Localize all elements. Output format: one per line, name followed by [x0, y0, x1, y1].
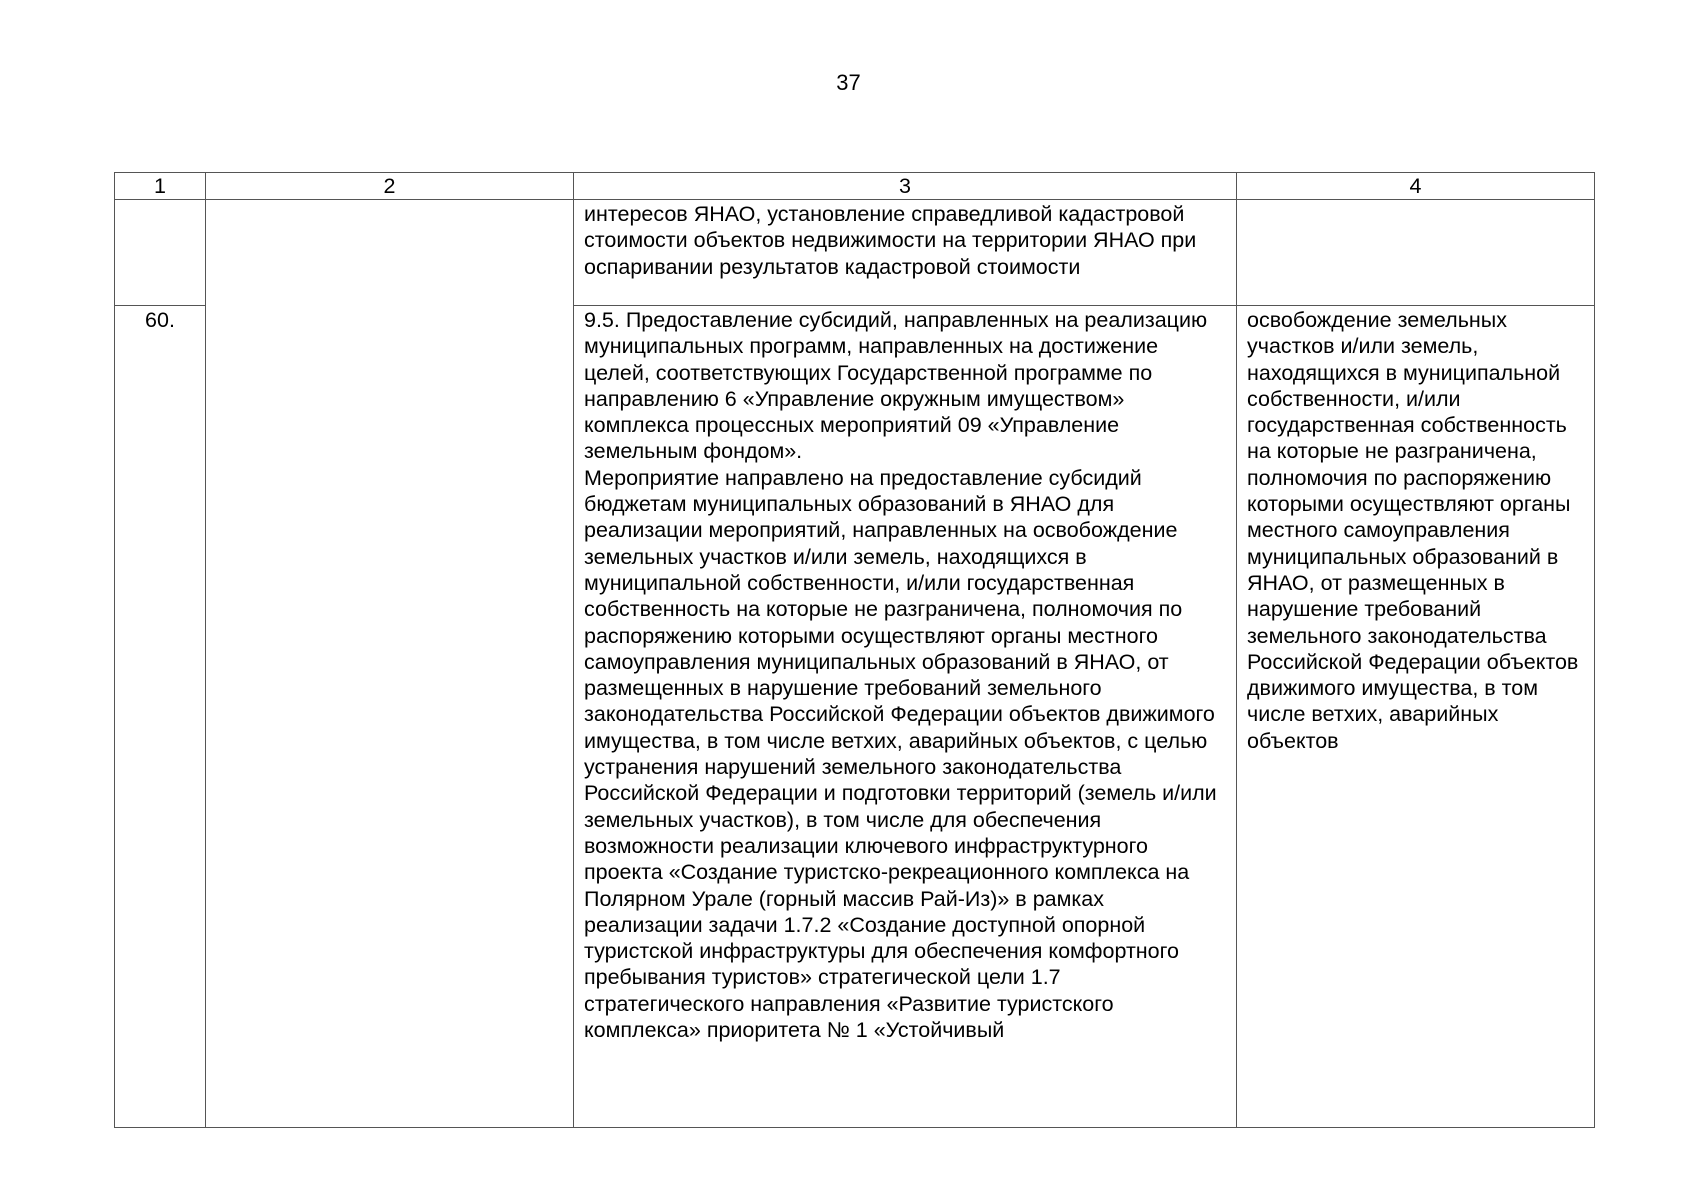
description-paragraph: 9.5. Предоставление субсидий, направленных на реализацию муниципальных программ, направленных на достижение целей, соответствующих Государственной программе по направлению 6 «Управление окружным имуществом» комплекса процессных мероприятий 09 «Управление земельным фондом». [584, 308, 1208, 464]
column-header: 1 [115, 173, 206, 200]
responsible-cell [206, 200, 574, 1128]
description-cell [574, 306, 1237, 1128]
description-paragraph: Мероприятие направлено на предоставление субсидий бюджетам муниципальных образований в ЯНАО для реализации мероприятий, направленных на освобождение земельных участков и/или земель, находящихся в муниципальной собственности, и/или государственная собственность на которые не разграничена, полномочия по распоряжению которыми осуществляют органы местного самоуправления муниципальных образований в ЯНАО, от размещенных в нарушение требований земельного законодательства Российской Федерации объектов движимого имущества, в том числе ветхих, аварийных объектов, с целью устранения нарушений земельного законодательства Российской Федерации и подготовки территорий (земель и/или земельных участков), в том числе для обеспечения возможности реализации ключевого инфраструктурного проекта «Создание туристско-рекреационного комплекса на Полярном Урале (горный массив Рай-Из)» в рамках реализации задачи 1.7.2 «Создание доступной опорной туристской инфраструктуры для обеспечения комфортного пребывания туристов» стратегической цели 1.7 стратегического направления «Развитие туристского комплекса» приоритета № 1 «Устойчивый [584, 465, 1217, 1043]
column-header: 3 [574, 173, 1237, 200]
column-header: 4 [1237, 173, 1595, 200]
description-paragraph: интересов ЯНАО, установление справедливой кадастровой стоимости объектов недвижимости на территории ЯНАО при оспаривании результатов кадастровой стоимости [584, 202, 1197, 279]
table-header-row [115, 173, 1595, 200]
column-header: 2 [206, 173, 574, 200]
result-cell [1237, 200, 1595, 306]
table-row [115, 200, 1595, 306]
description-cell [574, 200, 1237, 306]
page-number: 37 [836, 70, 861, 95]
row-number-cell [115, 200, 206, 306]
row-number-cell: 60. [115, 306, 206, 1128]
result-cell: освобождение земельных участков и/или земель, находящихся в муниципальной собственности, и/или государственная собственность на которые не разграничена, полномочия по распоряжению которыми осуществляют органы местного самоуправления муниципальных образований в ЯНАО, от размещенных в нарушение требований земельного законодательства Российской Федерации объектов движимого имущества, в том числе ветхих, аварийных объектов [1237, 306, 1595, 1128]
document-table [114, 172, 1595, 1128]
